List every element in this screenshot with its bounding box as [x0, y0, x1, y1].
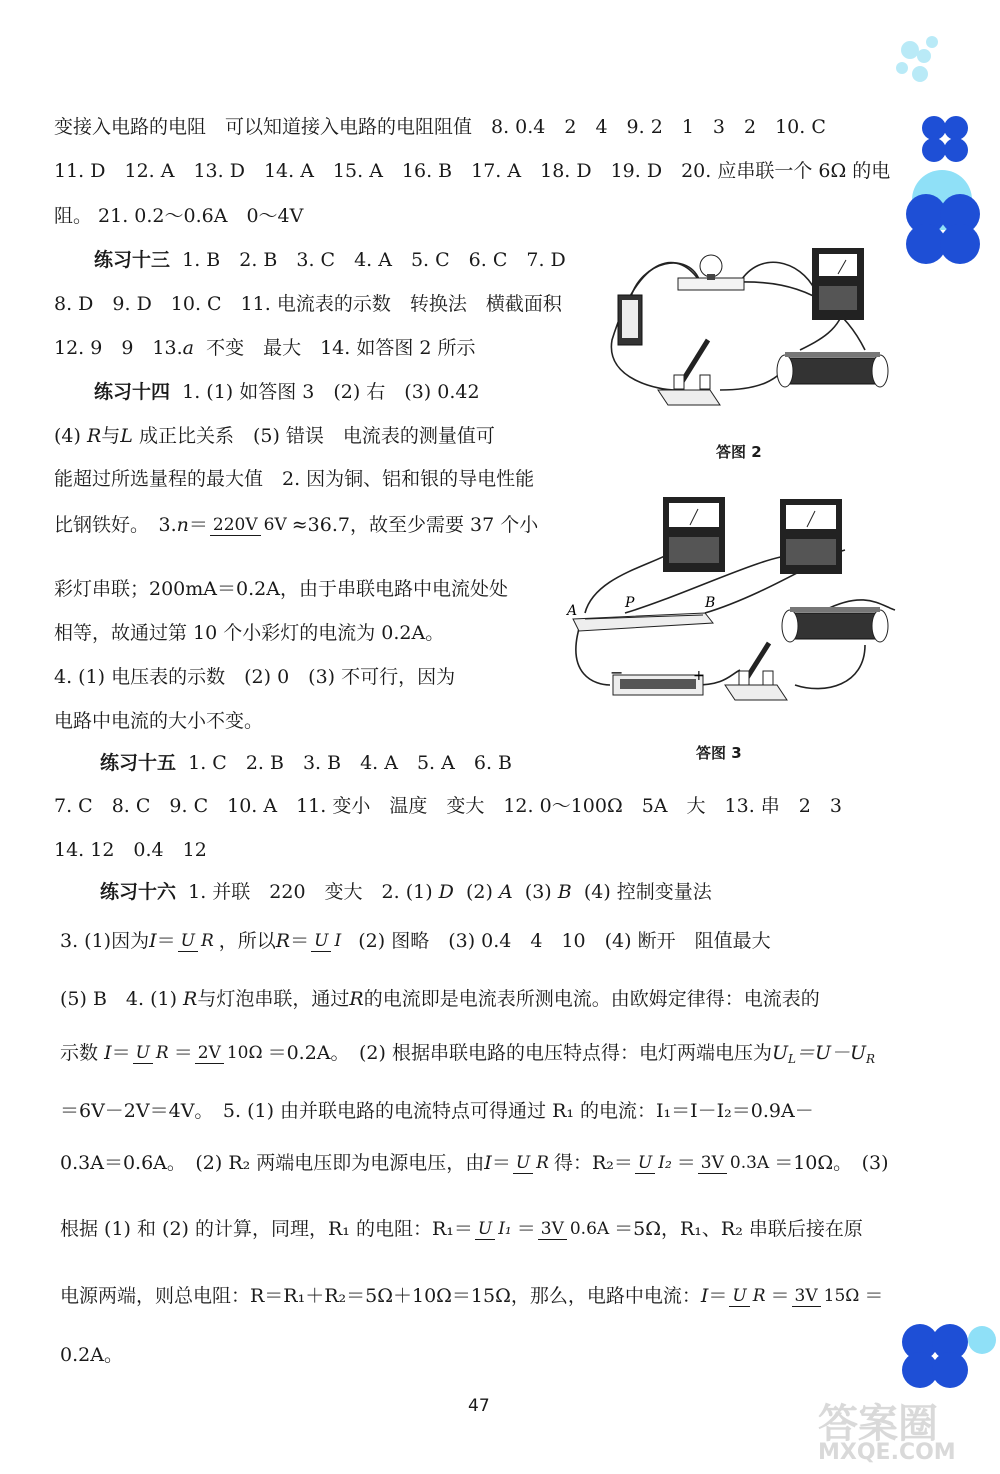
- rheostat-icon: [777, 352, 888, 387]
- text-line: 14. 12 0.4 12: [54, 839, 207, 861]
- text-line: 4. (1) 电压表的示数 (2) 0 (3) 不可行，因为: [54, 666, 456, 688]
- voltmeter-icon: [780, 499, 842, 574]
- text-line: 3. (1)因为I＝ U R ，所以R＝ U I (2) 图略 (3) 0.4 4 10 (4) 断开 阻值最大: [60, 930, 771, 952]
- figure-caption-3: 答图 3: [696, 744, 742, 762]
- circuit-diagram-2: [600, 240, 900, 415]
- page-number: 47: [468, 1396, 490, 1416]
- fraction: 3V 15Ω: [792, 1287, 863, 1307]
- label-b: B: [705, 595, 716, 611]
- label-p: P: [625, 595, 635, 611]
- fraction: U R: [513, 1154, 552, 1174]
- text-line: 练习十四 1. (1) 如答图 3 (2) 右 (3) 0.42: [94, 381, 480, 403]
- large-clover-icon: [906, 170, 980, 264]
- text-line: 示数 I＝ U R ＝ 2V 10Ω ＝0.2A。 (2) 根据串联电路的电压特点得：电灯两端电压为UL＝U－UR: [60, 1042, 876, 1066]
- small-clover-icon: [922, 116, 968, 162]
- text-line: 阻。 21. 0.2～0.6A 0～4V: [54, 205, 304, 227]
- switch-icon: [658, 340, 720, 405]
- text-line: 比钢铁好。 3.n＝ 220V 6V ≈36.7，故至少需要 37 个小: [54, 514, 539, 536]
- fraction: 3V 0.6A: [538, 1220, 612, 1240]
- fraction: 220V 6V: [210, 516, 290, 536]
- text-line: 相等，故通过第 10 个小彩灯的电流为 0.2A。: [54, 622, 445, 644]
- ammeter-icon: [663, 497, 725, 572]
- watermark-url: MXQE.COM: [818, 1440, 956, 1465]
- text-line: (4) R与L 成正比关系 (5) 错误 电流表的测量值可: [54, 425, 495, 447]
- fraction: U R: [133, 1044, 172, 1064]
- text-line: 12. 9 9 13.a 不变 最大 14. 如答图 2 所示: [54, 337, 476, 359]
- meter-icon: [812, 248, 864, 320]
- circuit-diagram-3: [565, 495, 900, 715]
- text-line: 7. C 8. C 9. C 10. A 11. 变小 温度 变大 12. 0～100Ω 5A 大 13. 串 2 3: [54, 795, 842, 817]
- fraction: 2V 10Ω: [195, 1044, 266, 1064]
- text-line: 练习十三 1. B 2. B 3. C 4. A 5. C 6. C 7. D: [94, 249, 566, 271]
- label-a: A: [567, 603, 578, 619]
- exercise-heading: 练习十三: [94, 249, 171, 271]
- rheostat-icon: [782, 607, 888, 642]
- text-line: 根据 (1) 和 (2) 的计算，同理，R₁ 的电阻：R₁＝ U I₁ ＝ 3V 0.6A ＝5Ω，R₁、R₂ 串联后接在原: [60, 1218, 863, 1240]
- switch-icon: [725, 643, 787, 700]
- fraction: U R: [178, 932, 217, 952]
- text-line: 能超过所选量程的最大值 2. 因为铜、铝和银的导电性能: [54, 468, 535, 490]
- text-line: ＝6V－2V＝4V。 5. (1) 由并联电路的电流特点可得通过 R₁ 的电流：I₁＝I－I₂＝0.9A－: [60, 1100, 814, 1122]
- text-line: 彩灯串联；200mA＝0.2A，由于串联电路中电流处处: [54, 578, 508, 600]
- text-line: (5) B 4. (1) R与灯泡串联，通过R的电流即是电流表所测电流。由欧姆定律得：电流表的: [60, 988, 820, 1010]
- exercise-heading: 练习十四: [94, 381, 171, 403]
- figure-caption-2: 答图 2: [716, 443, 762, 461]
- resistance-wire-board: [573, 613, 713, 631]
- plus-sign: +: [693, 668, 705, 684]
- text-line: 电路中电流的大小不变。: [54, 710, 264, 732]
- text-line: 0.3A＝0.6A。 (2) R₂ 两端电压即为电源电压，由I＝ U R 得：R₂＝ U I₂ ＝ 3V 0.3A ＝10Ω。 (3): [60, 1152, 889, 1174]
- text-line: 0.2A。: [60, 1344, 123, 1366]
- text-line: 11. D 12. A 13. D 14. A 15. A 16. B 17. A 18. D 19. D 20. 应串联一个 6Ω 的电: [54, 160, 891, 182]
- battery-icon: [613, 675, 703, 695]
- exercise-heading: 练习十五: [100, 752, 177, 774]
- battery-icon: [618, 295, 642, 345]
- text-line: 变接入电路的电阻 可以知道接入电路的电阻阻值 8. 0.4 2 4 9. 2 1 3 2 10. C: [54, 116, 826, 138]
- minus-sign: −: [610, 663, 624, 682]
- fraction: U R: [729, 1287, 768, 1307]
- watermark-logo: 答案圈: [818, 1401, 938, 1447]
- exercise-heading: 练习十六: [100, 881, 177, 903]
- fraction: 3V 0.3A: [698, 1154, 772, 1174]
- text-line: 练习十五 1. C 2. B 3. B 4. A 5. A 6. B: [100, 752, 512, 774]
- fraction: U I₂: [635, 1154, 675, 1174]
- fraction: U I₁: [475, 1220, 515, 1240]
- text-line: 电源两端，则总电阻：R＝R₁＋R₂＝5Ω＋10Ω＝15Ω，那么，电路中电流：I＝ U R ＝ 3V 15Ω ＝: [60, 1285, 884, 1307]
- fraction: U I: [311, 932, 344, 952]
- bulb-icon: [678, 255, 744, 290]
- text-line: 8. D 9. D 10. C 11. 电流表的示数 转换法 横截面积: [54, 293, 562, 315]
- text-line: 练习十六 1. 并联 220 变大 2. (1) D (2) A (3) B (4) 控制变量法: [100, 881, 712, 903]
